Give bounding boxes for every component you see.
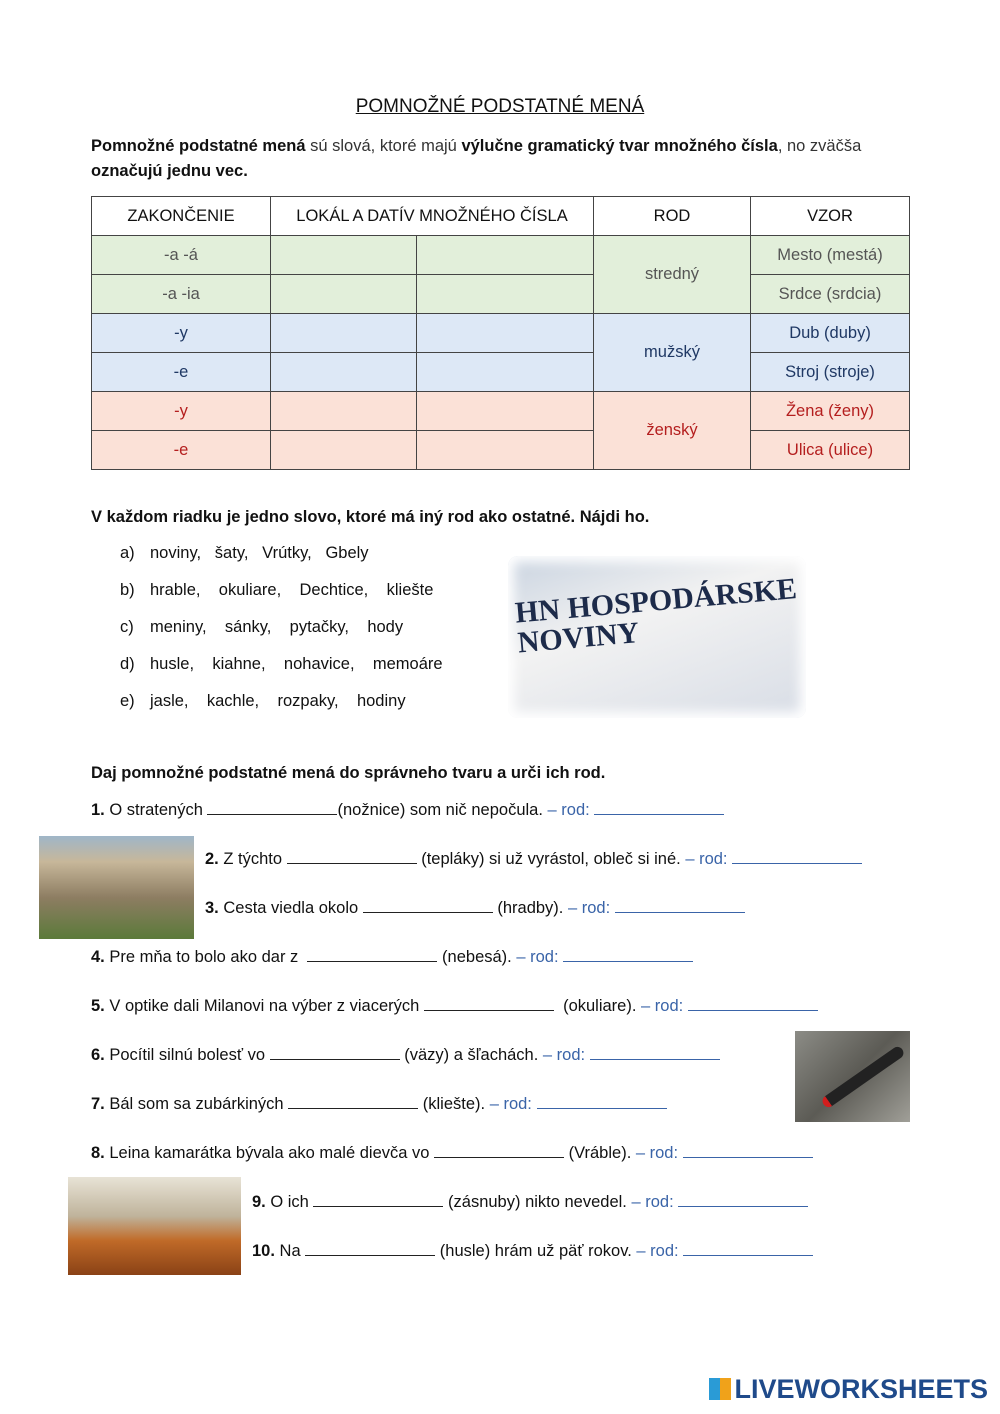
rod-answer-blank[interactable] [594,800,724,815]
task2-heading: Daj pomnožné podstatné mená do správneho tvaru a urči ich rod. [91,764,606,782]
answer-cell[interactable] [271,236,417,275]
answer-cell[interactable] [417,392,594,431]
liveworksheets-logo [709,1374,988,1405]
sentence-item [91,947,693,967]
header-zakoncenie: ZAKONČENIE [92,197,271,236]
intro-paragraph [91,134,921,184]
sentence-number: 5. [91,997,105,1015]
answer-cell[interactable] [417,236,594,275]
logo-text: LIVEWORKSHEETS [734,1374,988,1404]
intro-bold-1: Pomnožné podstatné mená [91,137,306,155]
vzor-cell: Srdce (srdcia) [751,275,910,314]
rod-answer-blank[interactable] [678,1192,808,1207]
rod-answer-blank[interactable] [590,1045,720,1060]
declension-table [91,196,910,470]
newspaper-image [508,556,806,718]
sentence-text: O ich [265,1193,314,1211]
sentence-number: 1. [91,801,105,819]
sentence-text: Z týchto [218,850,287,868]
sentence-text: (hradby). [492,899,568,917]
header-rod: ROD [594,197,751,236]
answer-cell[interactable] [417,431,594,470]
sentence-text: (kliešte). [418,1095,490,1113]
sentence-item [91,1143,813,1163]
word-answer-blank[interactable] [305,1241,435,1256]
list-item[interactable] [120,618,403,637]
sentence-item [91,800,724,820]
sentence-item [252,1192,808,1212]
sentence-text: (nebesá). [437,948,517,966]
sentence-text: O stratených [104,801,208,819]
rod-answer-blank[interactable] [537,1094,667,1109]
header-vzor: VZOR [751,197,910,236]
rod-label: – rod: [542,1046,586,1064]
vzor-cell: Dub (duby) [751,314,910,353]
answer-cell[interactable] [271,353,417,392]
answer-cell[interactable] [271,314,417,353]
vzor-cell: Mesto (mestá) [751,236,910,275]
ending-cell: -y [92,392,271,431]
item-letter: e) [120,692,135,710]
item-letter: d) [120,655,135,673]
sentence-number: 10. [252,1242,275,1260]
item-words: noviny, šaty, Vrútky, Gbely [150,544,369,562]
list-item[interactable] [120,544,369,563]
item-letter: c) [120,618,134,636]
rod-cell: mužský [594,314,751,392]
sentence-text: Pocítil silnú bolesť vo [104,1046,270,1064]
rod-label: – rod: [635,1144,679,1162]
word-answer-blank[interactable] [434,1143,564,1158]
ending-cell: -a -ia [92,275,271,314]
rod-label: – rod: [567,899,611,917]
table-row [92,275,910,314]
answer-cell[interactable] [271,392,417,431]
table-header-row [92,197,910,236]
word-answer-blank[interactable] [363,898,493,913]
sentence-number: 3. [205,899,219,917]
vzor-cell: Žena (ženy) [751,392,910,431]
item-words: jasle, kachle, rozpaky, hodiny [150,692,406,710]
city-walls-image [39,836,194,939]
violin-image [68,1177,241,1275]
intro-bold-3: označujú jednu vec. [91,162,248,180]
sentence-item [252,1241,813,1261]
logo-icon [709,1378,731,1400]
sentence-text: (väzy) a šľachách. [399,1046,543,1064]
answer-cell[interactable] [271,431,417,470]
sentence-number: 8. [91,1144,105,1162]
sentence-text: (zásnuby) nikto nevedel. [443,1193,632,1211]
rod-answer-blank[interactable] [683,1241,813,1256]
table-row [92,236,910,275]
item-letter: a) [120,544,135,562]
rod-cell: stredný [594,236,751,314]
sentence-text: (tepláky) si už vyrástol, obleč si iné. [416,850,686,868]
word-answer-blank[interactable] [270,1045,400,1060]
sentence-item [91,1045,720,1065]
sentence-text: (nožnice) som nič nepočula. [337,801,548,819]
header-lokal-dativ: LOKÁL A DATÍV MNOŽNÉHO ČÍSLA [271,197,594,236]
sentence-text: Leina kamarátka bývala ako malé dievča vo [104,1144,435,1162]
pliers-image [795,1031,910,1122]
table-row [92,314,910,353]
item-words: hrable, okuliare, Dechtice, kliešte [150,581,434,599]
newspaper-masthead: HN HOSPODÁRSKE NOVINY [513,572,799,660]
rod-answer-blank[interactable] [688,996,818,1011]
ending-cell: -e [92,431,271,470]
sentence-number: 6. [91,1046,105,1064]
sentence-item [91,1094,667,1114]
answer-cell[interactable] [417,314,594,353]
sentence-text: Cesta viedla okolo [218,899,363,917]
rod-answer-blank[interactable] [732,849,862,864]
sentence-number: 7. [91,1095,105,1113]
rod-label: – rod: [685,850,728,868]
table-row [92,392,910,431]
rod-cell: ženský [594,392,751,470]
page-title: POMNOŽNÉ PODSTATNÉ MENÁ [355,96,645,117]
rod-label: – rod: [547,801,590,819]
table-row [92,353,910,392]
rod-answer-blank[interactable] [563,947,693,962]
vzor-cell: Stroj (stroje) [751,353,910,392]
item-letter: b) [120,581,135,599]
intro-text-1: sú slová, ktoré majú [305,137,462,155]
rod-label: – rod: [636,1242,679,1260]
sentence-text: Pre mňa to bolo ako dar z [104,948,308,966]
sentence-text: (Vráble). [564,1144,636,1162]
sentence-text: V optike dali Milanovi na výber z viacerých [104,997,424,1015]
sentence-item [205,898,745,918]
word-answer-blank[interactable] [288,1094,418,1109]
rod-answer-blank[interactable] [615,898,745,913]
task1-heading: V každom riadku je jedno slovo, ktoré má iný rod ako ostatné. Nájdi ho. [91,508,650,526]
sentence-item [91,996,818,1016]
ending-cell: -y [92,314,271,353]
rod-answer-blank[interactable] [683,1143,813,1158]
rod-label: – rod: [489,1095,532,1113]
answer-cell[interactable] [271,275,417,314]
sentence-text: (okuliare). [553,997,642,1015]
word-answer-blank[interactable] [313,1192,443,1207]
list-item[interactable] [120,692,406,711]
ending-cell: -e [92,353,271,392]
sentence-text: Bál som sa zubárkiných [104,1095,289,1113]
vzor-cell: Ulica (ulice) [751,431,910,470]
intro-text-2: , no zväčša [777,137,862,155]
word-answer-blank[interactable] [307,947,437,962]
word-answer-blank[interactable] [287,849,417,864]
rod-label: – rod: [631,1193,674,1211]
answer-cell[interactable] [417,275,594,314]
answer-cell[interactable] [417,353,594,392]
sentence-number: 4. [91,948,105,966]
sentence-number: 9. [252,1193,266,1211]
table-row [92,431,910,470]
sentence-text: (husle) hrám už päť rokov. [435,1242,637,1260]
item-words: meniny, sánky, pytačky, hody [150,618,404,636]
list-item[interactable] [120,655,443,674]
ending-cell: -a -á [92,236,271,275]
sentence-text: Na [274,1242,306,1260]
word-answer-blank[interactable] [207,800,337,815]
rod-label: – rod: [641,997,684,1015]
word-answer-blank[interactable] [424,996,554,1011]
rod-label: – rod: [516,948,559,966]
list-item[interactable] [120,581,433,600]
intro-bold-2: výlučne gramatický tvar množného čísla [461,137,778,155]
item-words: husle, kiahne, nohavice, memoáre [150,655,443,673]
sentence-number: 2. [205,850,219,868]
sentence-item [205,849,862,869]
